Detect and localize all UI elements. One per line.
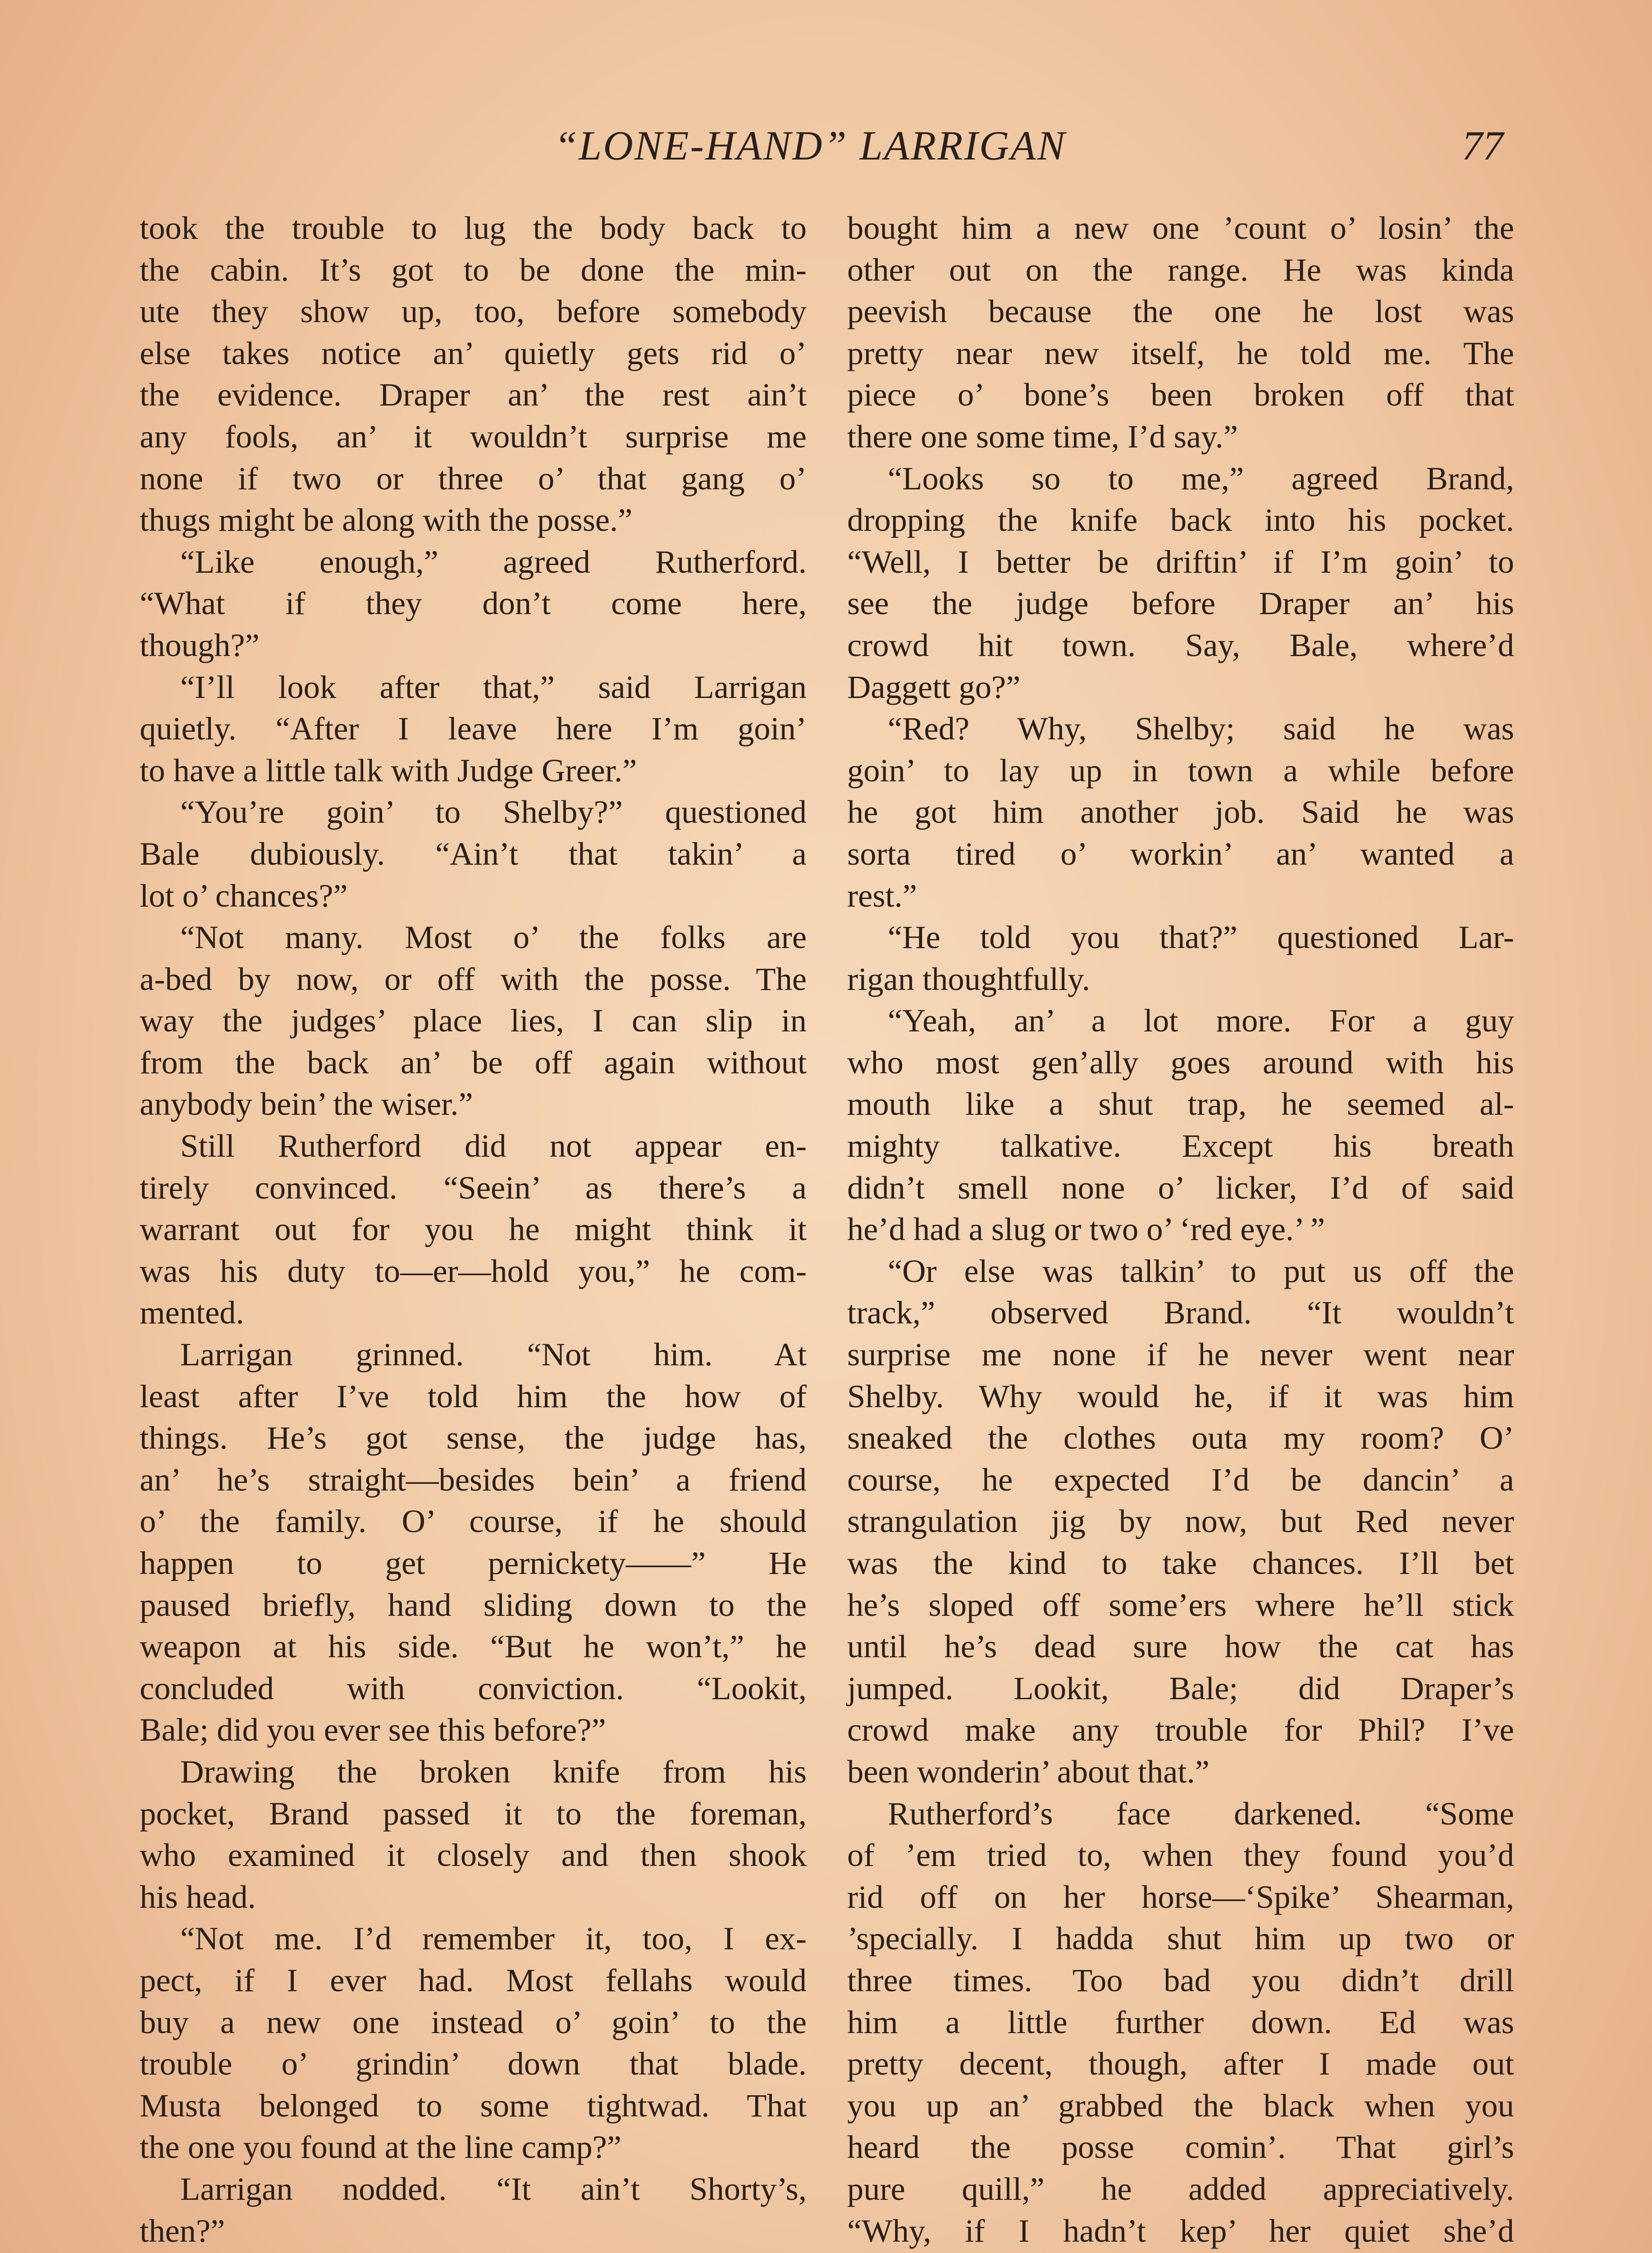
text-line: crowd make any trouble for Phil? I’ve	[847, 1711, 1514, 1748]
text-line: least after I’ve told him the how of	[140, 1377, 807, 1414]
text-line: thugs might be along with the posse.”	[140, 502, 633, 538]
text-line: though?”	[140, 626, 260, 663]
text-line: piece o’ bone’s been broken off that	[847, 376, 1514, 413]
left-text-column	[140, 207, 807, 2253]
text-line: crowd hit town. Say, Bale, where’d	[847, 626, 1514, 663]
text-line: his head.	[140, 1878, 256, 1915]
text-line: “What if they don’t come here,	[140, 585, 807, 622]
text-line: Bale; did you ever see this before?”	[140, 1711, 606, 1748]
text-line: Larrigan nodded. “It ain’t Shorty’s,	[180, 2170, 807, 2207]
text-line: he’d had a slug or two o’ ‘red eye.’ ”	[847, 1211, 1325, 1248]
text-line: Rutherford’s face darkened. “Some	[888, 1795, 1514, 1832]
text-line: else takes notice an’ quietly gets rid o’	[140, 334, 807, 371]
text-line: rest.”	[847, 877, 917, 914]
text-line: pretty decent, though, after I made out	[847, 2045, 1514, 2082]
text-line: way the judges’ place lies, I can slip in	[140, 1002, 807, 1039]
text-line: “Yeah, an’ a lot more. For a guy	[888, 1002, 1514, 1039]
text-line: quietly. “After I leave here I’m goin’	[140, 710, 807, 747]
text-line: “Not many. Most o’ the folks are	[180, 919, 807, 956]
text-line: “Not me. I’d remember it, too, I ex-	[180, 1920, 807, 1957]
text-line: Shelby. Why would he, if it was him	[847, 1377, 1514, 1414]
text-line: bought him a new one ’count o’ losin’ the	[847, 210, 1514, 246]
text-line: the one you found at the line camp?”	[140, 2129, 621, 2166]
text-line: was the kind to take chances. I’ll bet	[847, 1545, 1514, 1581]
page-number: 77	[1462, 123, 1503, 169]
text-line: a-bed by now, or off with the posse. The	[140, 960, 807, 997]
text-line: been wonderin’ about that.”	[847, 1753, 1209, 1790]
text-line: “Well, I better be driftin’ if I’m goin’ to	[847, 543, 1514, 580]
text-line: “You’re goin’ to Shelby?” questioned	[180, 794, 807, 830]
text-line: track,” observed Brand. “It wouldn’t	[847, 1294, 1514, 1331]
text-line: him a little further down. Ed was	[847, 2003, 1514, 2040]
text-line: “Looks so to me,” agreed Brand,	[888, 460, 1514, 497]
text-line: peevish because the one he lost was	[847, 293, 1514, 330]
text-line: “Why, if I hadn’t kep’ her quiet she’d	[847, 2212, 1514, 2249]
text-line: mighty talkative. Except his breath	[847, 1127, 1514, 1164]
text-line: rid off on her horse—‘Spike’ Shearman,	[847, 1878, 1514, 1915]
text-line: from the back an’ be off again without	[140, 1044, 807, 1081]
text-line: pure quill,” he added appreciatively.	[847, 2170, 1514, 2207]
text-line: ute they show up, too, before somebody	[140, 293, 807, 330]
text-line: who most gen’ally goes around with his	[847, 1044, 1514, 1081]
text-line: three times. Too bad you didn’t drill	[847, 1961, 1514, 1998]
text-line: other out on the range. He was kinda	[847, 251, 1514, 288]
text-line: trouble o’ grindin’ down that blade.	[140, 2045, 807, 2082]
text-line: Daggett go?”	[847, 668, 1021, 705]
text-line: anybody bein’ the wiser.”	[140, 1085, 473, 1122]
text-line: “Or else was talkin’ to put us off the	[888, 1252, 1514, 1289]
text-line: strangulation jig by now, but Red never	[847, 1503, 1514, 1540]
text-line: dropping the knife back into his pocket.	[847, 502, 1514, 538]
text-line: pect, if I ever had. Most fellahs would	[140, 1961, 807, 1998]
text-line: was his duty to—er—hold you,” he com-	[140, 1252, 807, 1289]
text-line: heard the posse comin’. That girl’s	[847, 2129, 1514, 2166]
text-line: see the judge before Draper an’ his	[847, 585, 1514, 622]
text-line: mented.	[140, 1294, 244, 1331]
text-line: buy a new one instead o’ goin’ to the	[140, 2003, 807, 2040]
right-text-column	[847, 207, 1514, 2253]
text-line: any fools, an’ it wouldn’t surprise me	[140, 418, 807, 455]
text-line: sorta tired o’ workin’ an’ wanted a	[847, 835, 1514, 872]
text-line: there one some time, I’d say.”	[847, 418, 1238, 455]
text-line: Musta belonged to some tightwad. That	[140, 2087, 807, 2124]
text-line: jumped. Lookit, Bale; did Draper’s	[847, 1669, 1514, 1706]
text-line: course, he expected I’d be dancin’ a	[847, 1461, 1514, 1498]
text-line: lot o’ chances?”	[140, 877, 348, 914]
text-line: Drawing the broken knife from his	[180, 1753, 807, 1790]
text-line: goin’ to lay up in town a while before	[847, 752, 1514, 789]
text-line: who examined it closely and then shook	[140, 1837, 807, 1874]
text-line: “He told you that?” questioned Lar-	[888, 919, 1514, 956]
text-line: you up an’ grabbed the black when you	[847, 2087, 1514, 2124]
text-line: Bale dubiously. “Ain’t that takin’ a	[140, 835, 807, 872]
text-line: things. He’s got sense, the judge has,	[140, 1419, 807, 1456]
text-line: sneaked the clothes outa my room? O’	[847, 1419, 1514, 1456]
text-line: “Like enough,” agreed Rutherford.	[180, 543, 807, 580]
text-line: “I’ll look after that,” said Larrigan	[180, 668, 807, 705]
text-line: of ’em tried to, when they found you’d	[847, 1837, 1514, 1874]
text-line: ’specially. I hadda shut him up two or	[847, 1920, 1514, 1957]
text-line: weapon at his side. “But he won’t,” he	[140, 1628, 807, 1665]
text-line: the cabin. It’s got to be done the min-	[140, 251, 807, 288]
text-line: rigan thoughtfully.	[847, 960, 1090, 997]
text-line: tirely convinced. “Seein’ as there’s a	[140, 1169, 807, 1206]
text-line: didn’t smell none o’ licker, I’d of said	[847, 1169, 1514, 1206]
text-line: surprise me none if he never went near	[847, 1336, 1514, 1373]
text-line: “Red? Why, Shelby; said he was	[888, 710, 1514, 747]
text-line: o’ the family. O’ course, if he should	[140, 1503, 807, 1540]
text-line: pretty near new itself, he told me. The	[847, 334, 1514, 371]
text-line: then?”	[140, 2212, 225, 2249]
text-line: Still Rutherford did not appear en-	[180, 1127, 807, 1164]
text-line: until he’s dead sure how the cat has	[847, 1628, 1514, 1665]
text-line: took the trouble to lug the body back to	[140, 210, 807, 246]
text-line: the evidence. Draper an’ the rest ain’t	[140, 376, 807, 413]
text-line: none if two or three o’ that gang o’	[140, 460, 807, 497]
text-line: to have a little talk with Judge Greer.”	[140, 752, 637, 789]
text-line: paused briefly, hand sliding down to the	[140, 1586, 807, 1623]
text-line: happen to get pernickety——” He	[140, 1545, 807, 1581]
text-line: Larrigan grinned. “Not him. At	[180, 1336, 807, 1373]
text-line: mouth like a shut trap, he seemed al-	[847, 1085, 1514, 1122]
text-line: warrant out for you he might think it	[140, 1211, 807, 1248]
running-header: “LONE-HAND” LARRIGAN	[554, 123, 1066, 169]
text-line: he’s sloped off some’ers where he’ll stick	[847, 1586, 1514, 1623]
text-line: an’ he’s straight—besides bein’ a friend	[140, 1461, 807, 1498]
text-line: pocket, Brand passed it to the foreman,	[140, 1795, 807, 1832]
text-line: concluded with conviction. “Lookit,	[140, 1669, 807, 1706]
text-line: he got him another job. Said he was	[847, 794, 1514, 830]
